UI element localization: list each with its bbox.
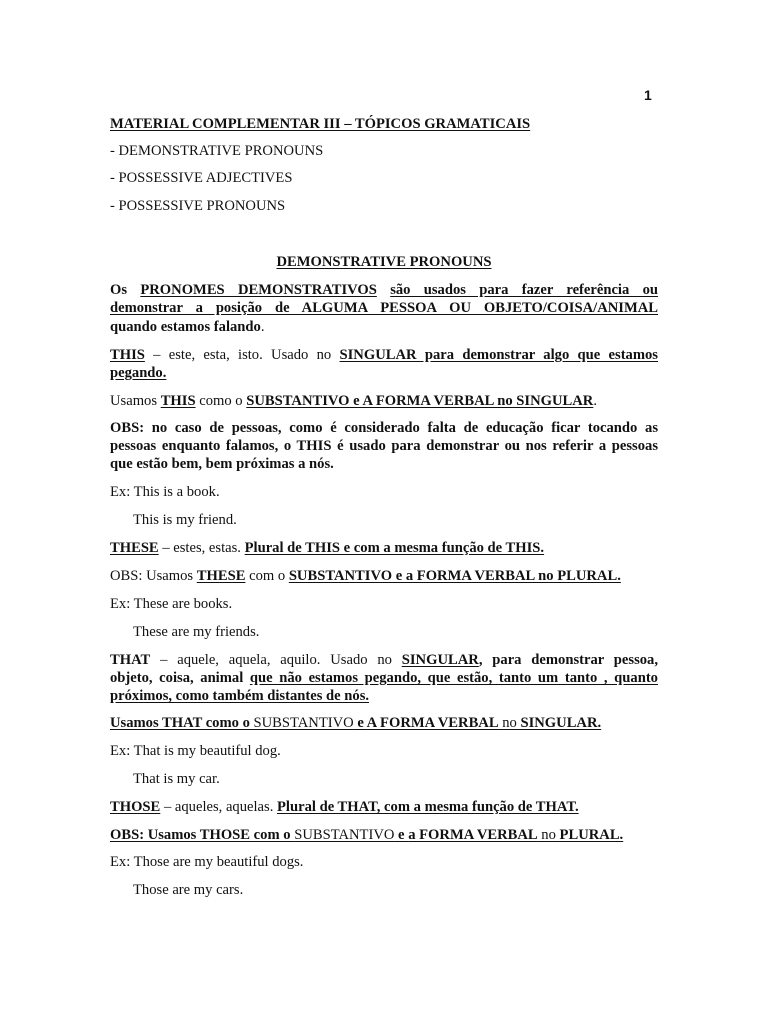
page-number: 1	[644, 87, 652, 103]
that-definition-line-1: THAT – aquele, aquela, aquilo. Usado no SINGULAR, para demonstrar pessoa,	[110, 652, 658, 668]
these-definition: THESE – estes, estas. Plural de THIS e com a mesma função de THIS.	[110, 540, 545, 556]
that-example-2: That is my car.	[133, 771, 220, 787]
those-example-1: Ex: Those are my beautiful dogs.	[110, 854, 304, 870]
these-obs: OBS: Usamos THESE com o SUBSTANTIVO e a FORMA VERBAL no PLURAL.	[110, 568, 621, 584]
that-definition-line-2: objeto, coisa, animal que não estamos pegando, que estão, tanto um tanto , quanto	[110, 670, 658, 686]
topic-item: - POSSESSIVE ADJECTIVES	[110, 170, 293, 186]
this-definition-line-1: THIS – este, esta, isto. Usado no SINGULAR para demonstrar algo que estamos	[110, 347, 658, 363]
document-title: MATERIAL COMPLEMENTAR III – TÓPICOS GRAMATICAIS	[110, 116, 531, 132]
intro-line-2: demonstrar a posição de ALGUMA PESSOA OU OBJETO/COISA/ANIMAL	[110, 300, 658, 316]
that-usage: Usamos THAT como o SUBSTANTIVO e A FORMA VERBAL no SINGULAR.	[110, 715, 602, 731]
that-definition-line-3: próximos, como também distantes de nós.	[110, 688, 370, 704]
that-example-1: Ex: That is my beautiful dog.	[110, 743, 281, 759]
topic-item: - DEMONSTRATIVE PRONOUNS	[110, 143, 324, 159]
intro-line-3: quando estamos falando.	[110, 319, 265, 335]
this-usage: Usamos THIS como o SUBSTANTIVO e A FORMA VERBAL no SINGULAR.	[110, 393, 597, 409]
those-example-2: Those are my cars.	[133, 882, 244, 898]
topic-item: - POSSESSIVE PRONOUNS	[110, 198, 286, 214]
those-obs: OBS: Usamos THOSE com o SUBSTANTIVO e a FORMA VERBAL no PLURAL.	[110, 827, 624, 843]
section-heading: DEMONSTRATIVE PRONOUNS	[276, 254, 492, 270]
this-example-2: This is my friend.	[133, 512, 237, 528]
those-definition: THOSE – aqueles, aquelas. Plural de THAT, com a mesma função de THAT.	[110, 799, 579, 815]
this-obs-line-3: que estão bem, bem próximas a nós.	[110, 456, 334, 472]
these-example-1: Ex: These are books.	[110, 596, 233, 612]
intro-line-1: Os PRONOMES DEMONSTRATIVOS são usados para fazer referência ou	[110, 282, 658, 298]
this-definition-line-2: pegando.	[110, 365, 167, 381]
these-example-2: These are my friends.	[133, 624, 260, 640]
this-obs-line-1: OBS: no caso de pessoas, como é considerado falta de educação ficar tocando as	[110, 420, 658, 436]
this-obs-line-2: pessoas enquanto falamos, o THIS é usado para demonstrar ou nos referir a pessoas	[110, 438, 658, 454]
this-example-1: Ex: This is a book.	[110, 484, 220, 500]
